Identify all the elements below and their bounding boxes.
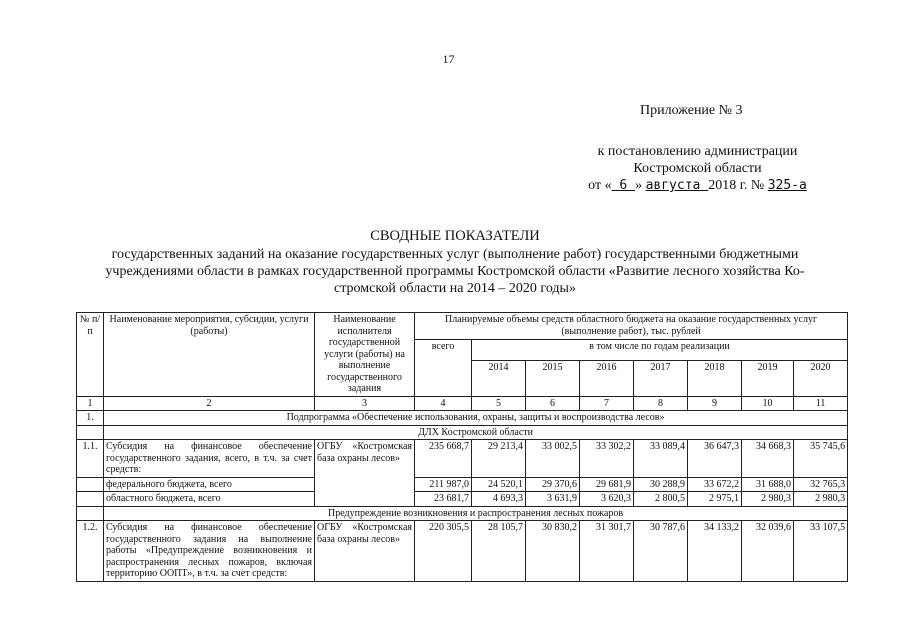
value-cell: 32 765,3 bbox=[794, 477, 848, 492]
column-number: 6 bbox=[526, 396, 580, 411]
row-name: Субсидия на финансовое обеспечение государственного задания на выполнение работы «Предупреждение возникновения и распространения лесных пожаров, включая территорию ООПТ», в т.ч. за счет средств: bbox=[104, 521, 315, 582]
value-cell: 34 668,3 bbox=[742, 440, 794, 478]
row-name: областного бюджета, всего bbox=[104, 492, 315, 507]
value-cell: 220 305,5 bbox=[415, 521, 472, 582]
value-cell: 211 987,0 bbox=[415, 477, 472, 492]
header-name: Наименование мероприятия, субсидии, услуги (работы) bbox=[104, 313, 315, 397]
section-row bbox=[77, 506, 848, 521]
value-cell: 36 647,3 bbox=[688, 440, 742, 478]
decree-from-prefix: от « bbox=[588, 178, 612, 193]
column-number: 2 bbox=[104, 396, 315, 411]
value-cell: 33 302,2 bbox=[580, 440, 634, 478]
row-name: Субсидия на финансовое обеспечение государственного задания, всего, в т.ч. за счет средств: bbox=[104, 440, 315, 478]
header-num: № п/п bbox=[77, 313, 104, 397]
column-number: 7 bbox=[580, 396, 634, 411]
value-cell: 2 800,5 bbox=[634, 492, 688, 507]
value-cell: 34 133,2 bbox=[688, 521, 742, 582]
value-cell: 3 631,9 bbox=[526, 492, 580, 507]
decree-number: 325-а bbox=[767, 178, 807, 193]
decree-line-1: к постановлению администрации bbox=[597, 144, 798, 159]
value-cell: 2 980,3 bbox=[794, 492, 848, 507]
header-total: всего bbox=[415, 340, 472, 397]
document-title bbox=[60, 228, 850, 297]
value-cell: 4 693,3 bbox=[472, 492, 526, 507]
section-row bbox=[77, 425, 848, 440]
column-number: 1 bbox=[77, 396, 104, 411]
column-number: 3 bbox=[315, 396, 415, 411]
value-cell: 24 520,1 bbox=[472, 477, 526, 492]
value-cell: 31 688,0 bbox=[742, 477, 794, 492]
column-number: 10 bbox=[742, 396, 794, 411]
column-number: 4 bbox=[415, 396, 472, 411]
decree-date-line bbox=[555, 177, 840, 194]
row-executor: ОГБУ «Костромская база охраны лесов» bbox=[315, 521, 415, 582]
column-number: 11 bbox=[794, 396, 848, 411]
value-cell: 2 980,3 bbox=[742, 492, 794, 507]
value-cell: 29 681,9 bbox=[580, 477, 634, 492]
indicators-table bbox=[76, 312, 848, 582]
header-year: 2016 bbox=[580, 360, 634, 396]
row-name: федерального бюджета, всего bbox=[104, 477, 315, 492]
decree-reference bbox=[555, 143, 840, 194]
value-cell: 31 301,7 bbox=[580, 521, 634, 582]
header-by-years: в том числе по годам реализации bbox=[472, 340, 848, 361]
row-number: 1.1. bbox=[77, 440, 104, 478]
value-cell: 35 745,6 bbox=[794, 440, 848, 478]
empty-cell bbox=[77, 506, 104, 521]
header-year: 2018 bbox=[688, 360, 742, 396]
value-cell: 3 620,3 bbox=[580, 492, 634, 507]
value-cell: 2 975,1 bbox=[688, 492, 742, 507]
header-year: 2020 bbox=[794, 360, 848, 396]
header-year: 2017 bbox=[634, 360, 688, 396]
value-cell: 33 672,2 bbox=[688, 477, 742, 492]
decree-month: августа bbox=[645, 178, 709, 193]
table-row bbox=[77, 440, 848, 478]
decree-mid: » bbox=[635, 178, 646, 193]
column-number: 5 bbox=[472, 396, 526, 411]
header-year: 2015 bbox=[526, 360, 580, 396]
value-cell: 29 370,6 bbox=[526, 477, 580, 492]
value-cell: 33 107,5 bbox=[794, 521, 848, 582]
value-cell: 30 288,9 bbox=[634, 477, 688, 492]
page-number: 17 bbox=[442, 52, 455, 66]
title-line-3: стромской области на 2014 – 2020 годы» bbox=[334, 281, 576, 296]
header-year: 2014 bbox=[472, 360, 526, 396]
value-cell: 33 002,5 bbox=[526, 440, 580, 478]
table-row bbox=[77, 492, 848, 507]
row-number: 1. bbox=[77, 411, 104, 426]
value-cell: 30 787,6 bbox=[634, 521, 688, 582]
value-cell: 32 039,6 bbox=[742, 521, 794, 582]
header-planned: Планируемые объемы средств областного бюджета на оказание государственных услуг (выполнение работ), тыс. рублей bbox=[415, 313, 848, 340]
decree-day: 6 bbox=[611, 178, 636, 193]
column-number: 9 bbox=[688, 396, 742, 411]
empty-cell bbox=[77, 477, 104, 492]
value-cell: 235 668,7 bbox=[415, 440, 472, 478]
subprogram-title: Подпрограмма «Обеспечение использования, охраны, защиты и воспроизводства лесов» bbox=[104, 411, 848, 426]
section-title: ДЛХ Костромской области bbox=[104, 425, 848, 440]
column-number-row bbox=[77, 396, 848, 411]
table-row bbox=[77, 477, 848, 492]
appendix-label: Приложение № 3 bbox=[640, 103, 743, 118]
empty-cell bbox=[77, 425, 104, 440]
empty-cell bbox=[77, 492, 104, 507]
subprogram-row bbox=[77, 411, 848, 426]
section-title: Предупреждение возникновения и распространения лесных пожаров bbox=[104, 506, 848, 521]
value-cell: 28 105,7 bbox=[472, 521, 526, 582]
title-line-1: государственных заданий на оказание государственных услуг (выполнение работ) государственными бюджетными bbox=[111, 247, 799, 262]
header-executor: Наименование исполнителя государственной услуги (работы) на выполнение государственного задания bbox=[315, 313, 415, 397]
value-cell: 33 089,4 bbox=[634, 440, 688, 478]
title-line-2: учреждениями области в рамках государственной программы Костромской области «Развитие лесного хозяйства Ко- bbox=[105, 264, 805, 279]
column-number: 8 bbox=[634, 396, 688, 411]
value-cell: 30 830,2 bbox=[526, 521, 580, 582]
value-cell: 23 681,7 bbox=[415, 492, 472, 507]
row-executor: ОГБУ «Костромская база охраны лесов» bbox=[315, 440, 415, 507]
decree-year: 2018 г. № bbox=[708, 178, 768, 193]
row-number: 1.2. bbox=[77, 521, 104, 582]
title-main: СВОДНЫЕ ПОКАЗАТЕЛИ bbox=[370, 228, 540, 244]
table-row bbox=[77, 521, 848, 582]
value-cell: 29 213,4 bbox=[472, 440, 526, 478]
header-year: 2019 bbox=[742, 360, 794, 396]
decree-line-2: Костромской области bbox=[633, 161, 762, 176]
